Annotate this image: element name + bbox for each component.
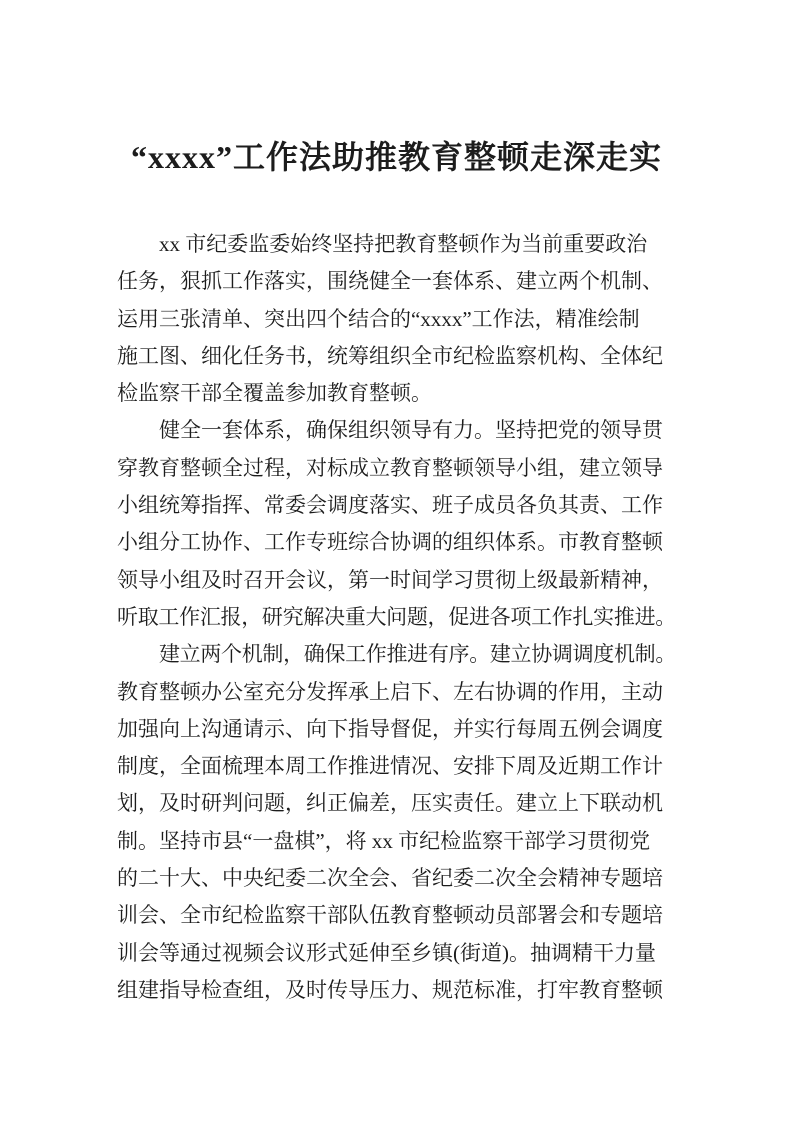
text-line: 小组分工协作、工作专班综合协调的组织体系。市教育整顿 [117,530,663,555]
paragraph-3 [117,636,676,1009]
text-line: 加强向上沟通请示、向下指导督促，并实行每周五例会调度 [117,716,663,741]
text-line: 划，及时研判问题，纠正偏差，压实责任。建立上下联动机 [117,791,663,816]
text-line: 小组统筹指挥、常委会调度落实、班子成员各负其责、工作 [117,493,663,518]
text-line: 穿教育整顿全过程，对标成立教育整顿领导小组，建立领导 [117,455,663,480]
text-line: 检监察干部全覆盖参加教育整顿。 [117,381,432,406]
text-line: 健全一套体系，确保组织领导有力。坚持把党的领导贯 [159,418,663,443]
text-line: 教育整顿办公室充分发挥承上启下、左右协调的作用，主动 [117,679,663,704]
paragraph-2 [117,412,676,636]
text-line: 组建指导检查组，及时传导压力、规范标准，打牢教育整顿 [117,977,663,1002]
text-line: 听取工作汇报，研究解决重大问题，促进各项工作扎实推进。 [117,604,676,629]
text-line: 训会、全市纪检监察干部队伍教育整顿动员部署会和专题培 [117,903,663,928]
text-line: 建立两个机制，确保工作推进有序。建立协调调度机制。 [159,642,676,667]
document-body [117,226,676,1009]
paragraph-1 [117,226,676,412]
text-line: 领导小组及时召开会议，第一时间学习贯彻上级最新精神， [117,567,663,592]
text-line: 的二十大、中央纪委二次全会、省纪委二次全会精神专题培 [117,866,663,891]
document-title: “xxxx”工作法助推教育整顿走深走实 [130,139,662,175]
text-line: 制。坚持市县“一盘棋”，将 xx 市纪检监察干部学习贯彻党 [117,828,651,853]
text-line: 训会等通过视频会议形式延伸至乡镇(街道)。抽调精干力量 [117,940,656,965]
text-line: 运用三张清单、突出四个结合的“xxxx”工作法，精准绘制 [117,306,640,331]
text-line: xx 市纪委监委始终坚持把教育整顿作为当前重要政治 [159,232,648,256]
text-line: 任务，狠抓工作落实，围绕健全一套体系、建立两个机制、 [117,269,663,294]
text-line: 制度，全面梳理本周工作推进情况、安排下周及近期工作计 [117,754,663,779]
text-line: 施工图、细化任务书，统筹组织全市纪检监察机构、全体纪 [117,343,663,368]
